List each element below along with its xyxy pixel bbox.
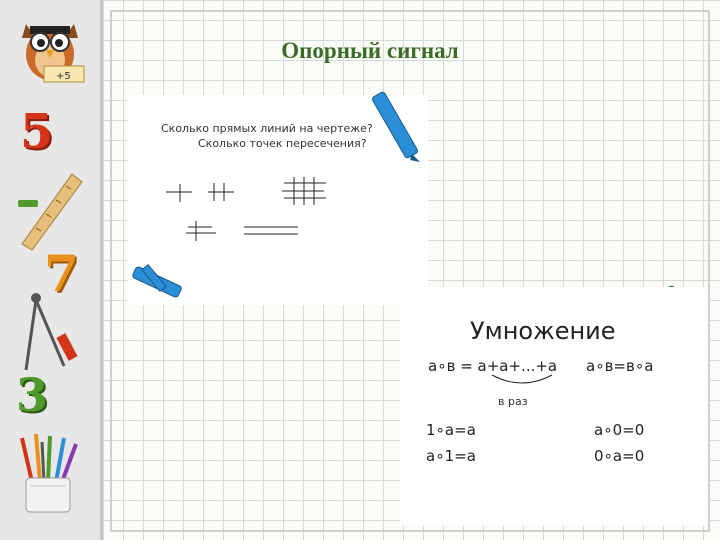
rule-zero-left: 0∘a=0 xyxy=(594,447,645,465)
decorative-sidebar xyxy=(0,0,100,540)
compass-icon xyxy=(18,290,88,380)
digit-three: 3 xyxy=(16,368,49,422)
times-label: в раз xyxy=(498,395,528,408)
rule-one-left: a∘1=a xyxy=(426,447,476,465)
owl-board-text: +5 xyxy=(56,71,71,82)
digit-five: 5 xyxy=(20,104,54,160)
formula-commutative: a∘в=в∘a xyxy=(586,357,654,375)
pencil-icon xyxy=(372,92,428,164)
ruler-icon xyxy=(14,170,84,250)
question-intersections-count: Сколько точек пересечения? xyxy=(198,137,367,150)
slide-title: Опорный сигнал xyxy=(281,38,459,63)
pencil-pointer-icon xyxy=(128,262,188,308)
pencil-cup-icon xyxy=(18,432,88,522)
multiplication-heading: Умножение xyxy=(470,317,616,345)
green-dash-icon xyxy=(18,200,38,207)
digit-seven: 7 xyxy=(44,244,79,303)
rule-one-right: 1∘a=a xyxy=(426,421,476,439)
formula-repeated-sum: a∘в = a+a+...+a xyxy=(428,357,558,375)
rule-zero-right: a∘0=0 xyxy=(594,421,645,439)
brace-under-sum xyxy=(490,371,554,391)
question-lines-count: Сколько прямых линий на чертеже? xyxy=(161,122,373,135)
multiplication-card xyxy=(400,287,708,525)
